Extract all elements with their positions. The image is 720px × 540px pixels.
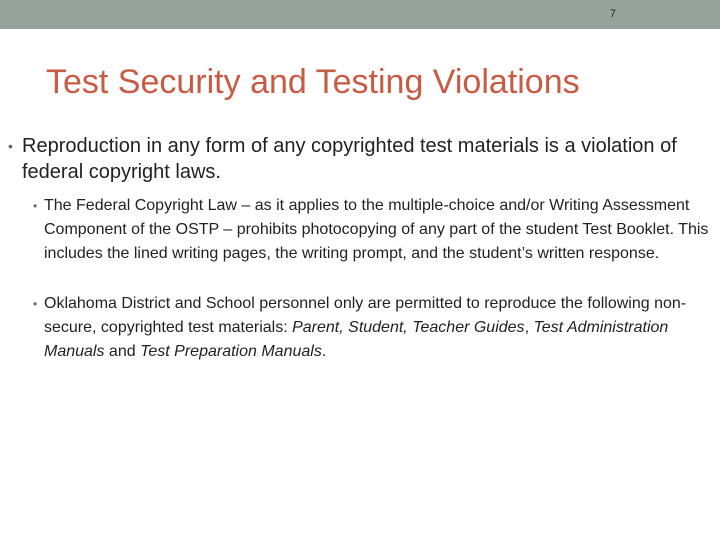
bullet-dot: • — [33, 297, 38, 311]
italic-materials-3: Test Preparation Manuals — [140, 343, 322, 360]
sub-bullet-text: The Federal Copyright Law – as it applies to the multiple-choice and/or Writing Assessment Component of the OSTP – prohibits photocopying of any part of the student Test Booklet. This includes the lined writing pages, the writing prompt, and the student’s written response. — [44, 197, 709, 262]
slide-title: Test Security and Testing Violations — [46, 63, 580, 101]
italic-materials-1: Parent, Student, Teacher Guides — [292, 319, 525, 336]
bullet-item — [4, 133, 720, 185]
bullet-dot: • — [33, 199, 38, 213]
separator: and — [104, 343, 141, 360]
sub-bullet-lead: Oklahoma District and School personnel only are permitted to reproduce the following non-secure, copyrighted test materials: — [44, 295, 687, 336]
italic-materials-2: Test Administration Manuals — [44, 319, 669, 360]
slide-number: 7 — [609, 8, 616, 20]
bullet-text: Reproduction in any form of any copyrighted test materials is a violation of federal copyright laws. — [22, 135, 677, 183]
sub-bullet-item — [30, 194, 720, 266]
bullet-dot: • — [8, 138, 13, 154]
top-bar — [0, 0, 720, 29]
period: . — [321, 343, 327, 360]
separator: , — [524, 319, 534, 336]
sub-bullet-item — [30, 292, 720, 364]
